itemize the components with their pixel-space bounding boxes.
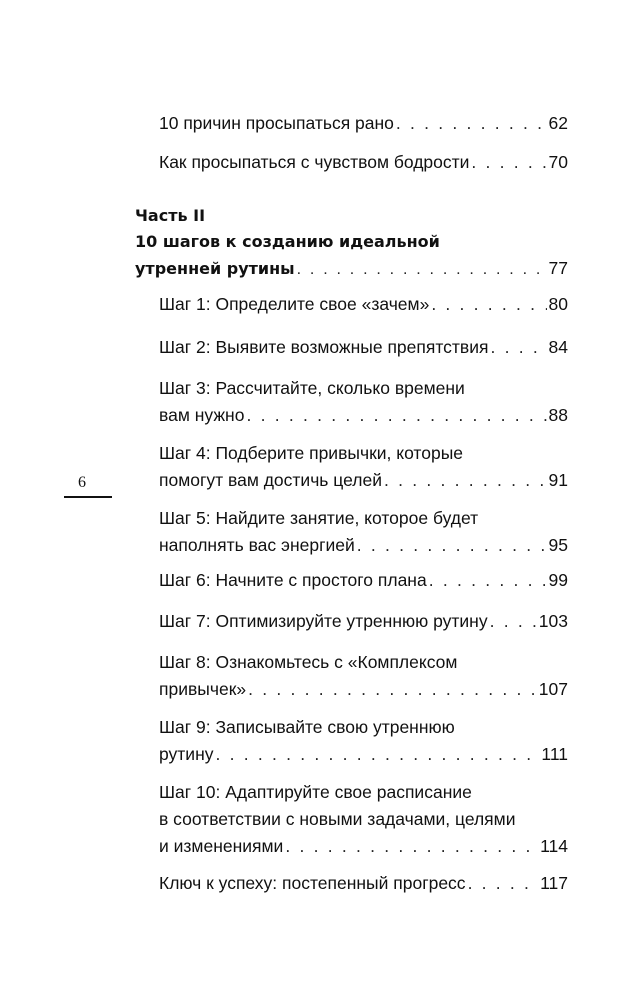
toc-line xyxy=(159,870,568,897)
toc-entry xyxy=(159,714,568,768)
dot-leader xyxy=(248,676,537,703)
toc-entry-title: Шаг 6: Начните с простого плана xyxy=(159,570,427,590)
toc-entry-title: Шаг 3: Рассчитайте, сколько времени xyxy=(159,378,465,398)
toc-entry xyxy=(159,149,568,176)
toc-entry xyxy=(159,291,568,318)
dot-leader xyxy=(384,467,547,494)
toc-page-number: 117 xyxy=(540,873,568,893)
dot-leader xyxy=(471,149,546,176)
toc-page-number: 91 xyxy=(548,470,568,490)
dot-leader xyxy=(246,402,546,429)
toc-page-number: 114 xyxy=(540,836,568,856)
toc-page-number: 80 xyxy=(548,294,568,314)
toc-entry xyxy=(159,567,568,594)
toc-page-number: 84 xyxy=(548,337,568,357)
toc-entry-title-end: рутину xyxy=(159,744,214,764)
toc-line xyxy=(159,291,568,318)
toc-page-number: 88 xyxy=(548,405,568,425)
toc-line xyxy=(159,149,568,176)
dot-leader xyxy=(297,257,547,283)
toc-entry xyxy=(159,440,568,494)
folio-rule xyxy=(64,496,112,498)
toc-entry-title: 10 причин просыпаться рано xyxy=(159,113,394,133)
toc-entry-title: Шаг 9: Записывайте свою утреннюю xyxy=(159,717,455,737)
toc-entry-title: Шаг 8: Ознакомьтесь с «Комплексом xyxy=(159,652,458,672)
toc-entry-title-end: помогут вам достичь целей xyxy=(159,470,382,490)
toc-line xyxy=(159,467,568,494)
part-title-line xyxy=(135,255,568,283)
toc-entry-title: Шаг 5: Найдите занятие, которое будет xyxy=(159,508,479,528)
dot-leader xyxy=(490,608,537,635)
toc-line xyxy=(159,532,568,559)
toc-entry-title: Шаг 10: Адаптируйте свое расписание xyxy=(159,782,472,802)
toc-page-number: 107 xyxy=(538,679,568,699)
toc-line xyxy=(159,334,568,361)
toc-line xyxy=(159,402,568,429)
toc-entry-title-end: привычек» xyxy=(159,679,247,699)
part-title-line: 10 шагов к созданию идеальной xyxy=(135,232,440,251)
toc-entry-title-end: наполнять вас энергией xyxy=(159,535,355,555)
toc-entry-title: Ключ к успеху: постепенный прогресс xyxy=(159,873,466,893)
toc-entry-title: Шаг 7: Оптимизируйте утреннюю рутину xyxy=(159,611,488,631)
toc-entry xyxy=(159,375,568,429)
toc-page-number: 77 xyxy=(548,258,568,278)
part-label: Часть II xyxy=(135,206,206,225)
toc-entry-title: Как просыпаться с чувством бодрости xyxy=(159,152,470,172)
part-heading xyxy=(135,203,568,283)
toc-entry xyxy=(159,649,568,703)
toc-page-number: 99 xyxy=(548,570,568,590)
toc-line xyxy=(159,833,568,860)
dot-leader xyxy=(431,291,546,318)
dot-leader xyxy=(490,334,546,361)
toc-entry xyxy=(159,505,568,559)
toc-entry xyxy=(159,334,568,361)
toc-page-number: 111 xyxy=(541,744,568,764)
toc-page-number: 95 xyxy=(548,535,568,555)
toc-page-number: 62 xyxy=(548,113,568,133)
toc-line xyxy=(159,676,568,703)
toc-entry-title: Шаг 4: Подберите привычки, которые xyxy=(159,443,464,463)
toc-line xyxy=(159,741,568,768)
toc-entry-title: Шаг 2: Выявите возможные препятствия xyxy=(159,337,489,357)
toc-entry-title: Шаг 1: Определите свое «зачем» xyxy=(159,294,430,314)
dot-leader xyxy=(216,741,540,768)
toc-line xyxy=(159,567,568,594)
toc-page-number: 103 xyxy=(538,611,568,631)
toc-entry xyxy=(159,608,568,635)
toc-line xyxy=(159,110,568,137)
toc-page-number: 70 xyxy=(548,152,568,172)
part-title-end: утренней рутины xyxy=(135,259,295,278)
toc-line xyxy=(159,608,568,635)
dot-leader xyxy=(396,110,547,137)
toc-entry xyxy=(159,110,568,137)
dot-leader xyxy=(468,870,539,897)
toc-entry-title-end: и изменениями xyxy=(159,836,284,856)
toc-entry-title: в соответствии с новыми задачами, целями xyxy=(159,809,516,829)
dot-leader xyxy=(285,833,538,860)
dot-leader xyxy=(357,532,547,559)
toc-entry xyxy=(159,779,568,860)
dot-leader xyxy=(429,567,547,594)
page-number: 6 xyxy=(78,474,86,491)
toc-entry xyxy=(159,870,568,897)
toc-entry-title-end: вам нужно xyxy=(159,405,245,425)
